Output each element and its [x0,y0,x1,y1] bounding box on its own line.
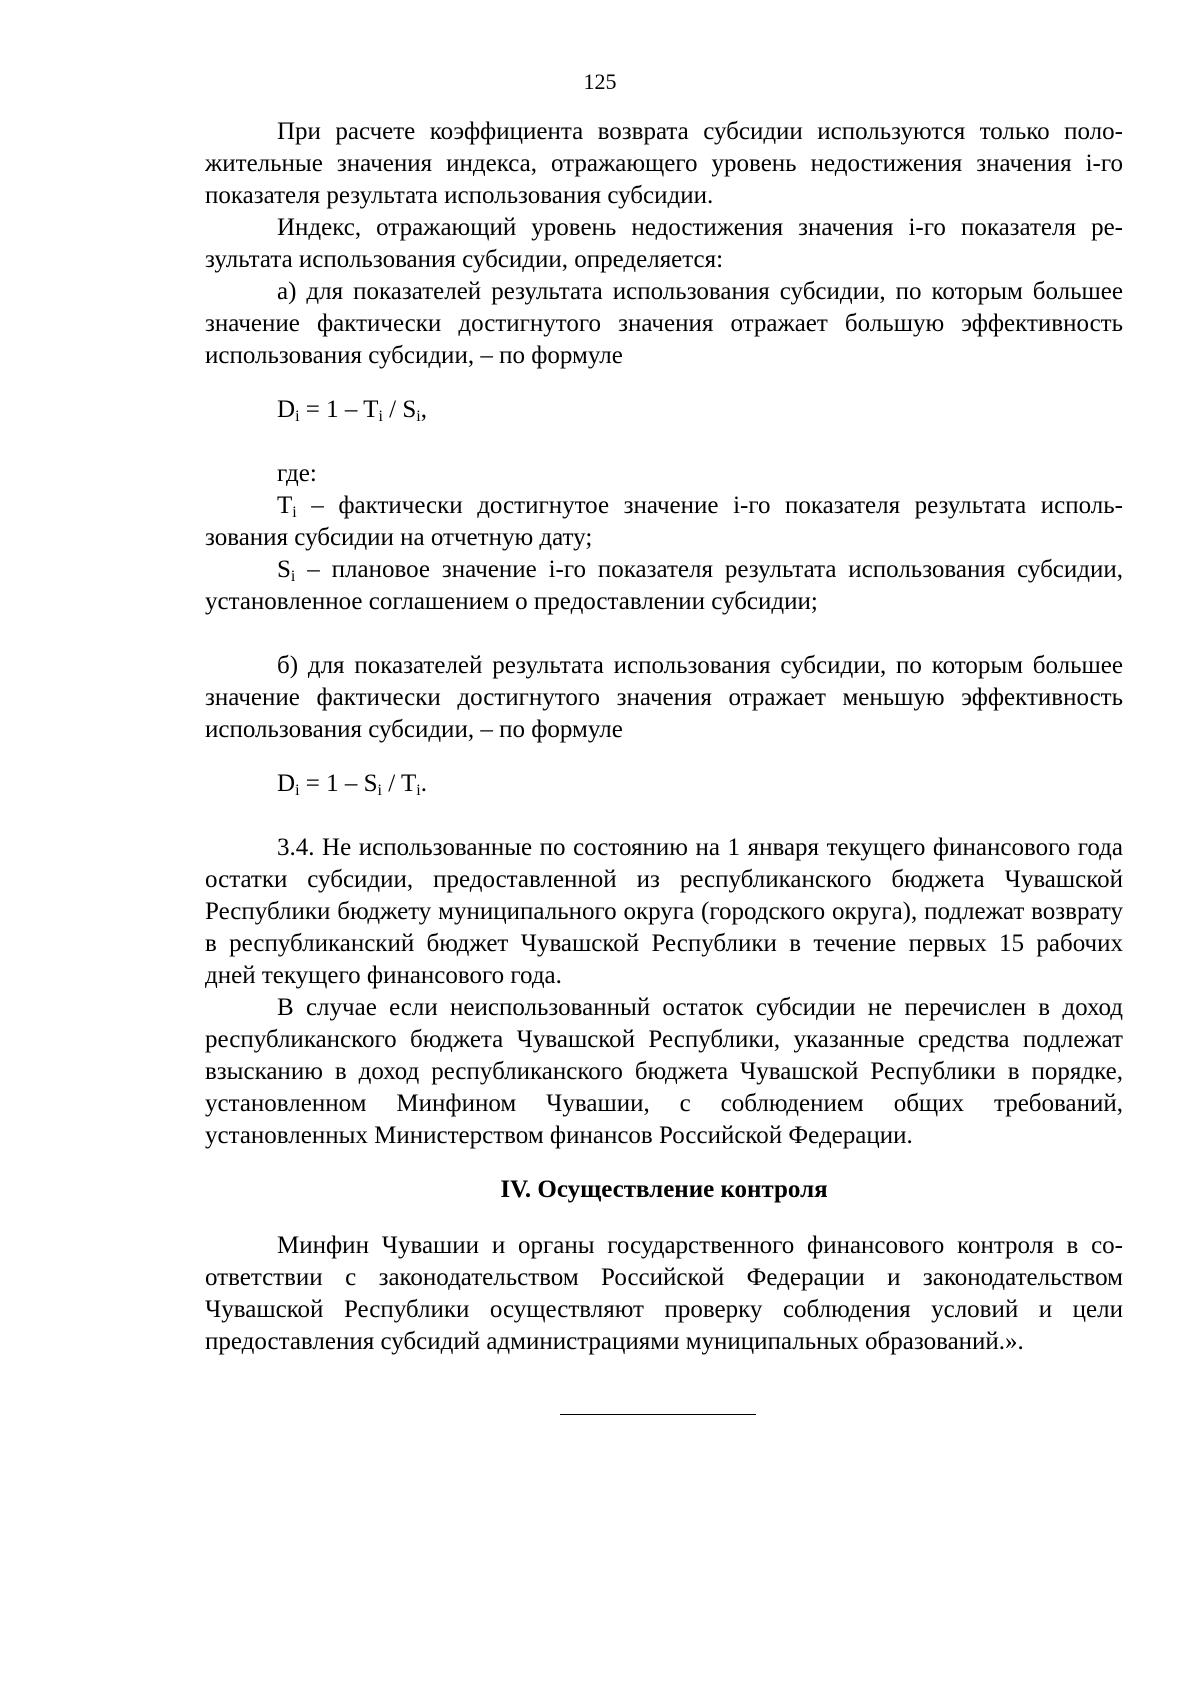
definition-s-subscript: i [290,568,296,585]
formula-a-middle-subscript: i [378,408,383,425]
definition-s [205,554,1123,618]
formula-a-middle: = 1 – T [299,396,379,423]
definition-s-text: – плановое значение i-го показателя результата использования субсидии, установленное соглашением о предоставлении субсидии; [205,556,1123,615]
definition-s-symbol: S [277,556,291,583]
definition-t [205,490,1123,554]
formula-b [205,768,1123,800]
formula-a-end: , [420,396,427,423]
paragraph-index-definition: Индекс, отражающий уровень недостижения значения i-го показателя результата использования субсидии, определяется: [205,214,1123,273]
paragraph-recovery: В случае если неиспользованный остаток субсидии не перечислен в доход республиканского бюджета Чувашской Республики, указанные средства подлежат взысканию в доход республиканского бюджета Чувашской Республики в порядке, установленном Минфином Чувашии, с соблюдением общих требований, установленных Министерством финансов Российской Федерации. [205,994,1123,1149]
paragraph-case-a: а) для показателей результата использования субсидии, по которым большее значение фактически достигнутого значения отражает большую эффективность использования субсидии, – по формуле [205,278,1123,369]
formula-a [205,394,1123,426]
section-heading: IV. Осуществление контроля [500,1176,828,1203]
formula-a-rhs-subscript: i [416,408,421,425]
paragraph-case-b: б) для показателей результата использования субсидии, по которым большее значение фактически достигнутого значения отражает меньшую эффективность использования субсидии, – по формуле [205,652,1123,743]
formula-b-end: . [420,770,427,797]
formula-b-middle-subscript: i [377,782,382,799]
formula-b-middle: = 1 – S [299,770,378,797]
definition-t-symbol: T [277,492,293,519]
formula-a-lhs-subscript: i [295,408,300,425]
paragraph-3-4: 3.4. Не использованные по состоянию на 1 января текущего финансового года остатки субсидии, предоставленной из республиканского бюджета Чувашской Республики бюджету муниципального округа (городского округа), подлежат возврату в республиканский бюджет Чувашской Республики в течение первых 15 рабочих дней текущего финансового года. [205,834,1123,989]
formula-b-lhs: D [277,770,296,797]
definition-t-subscript: i [292,504,297,521]
definition-t-text: – фактически достигнутое значение i-го показателя результата использования субсидии на отчетную дату; [205,492,1123,551]
where-label: где: [277,460,317,487]
formula-a-lhs: D [277,396,296,423]
paragraph-control: Минфин Чувашии и органы государственного финансового контроля в соответствии с законодательством Российской Федерации и законодательством Чувашской Республики осуществляют проверку соблюдения условий и цели предоставления субсидий администрациями муниципальных образований.». [205,1232,1123,1355]
formula-b-rhs-subscript: i [416,782,421,799]
paragraph-positive-values: При расчете коэффициента возврата субсидии используются только положительные значения индекса, отражающего уровень недостижения значения i-го показателя результата использования субсидии. [205,118,1123,209]
end-divider [560,1414,756,1415]
page-number: 125 [583,69,617,94]
formula-b-divider: / T [381,770,417,797]
formula-b-lhs-subscript: i [295,782,300,799]
formula-a-divider: / S [382,396,417,423]
document-body [205,116,1123,1358]
